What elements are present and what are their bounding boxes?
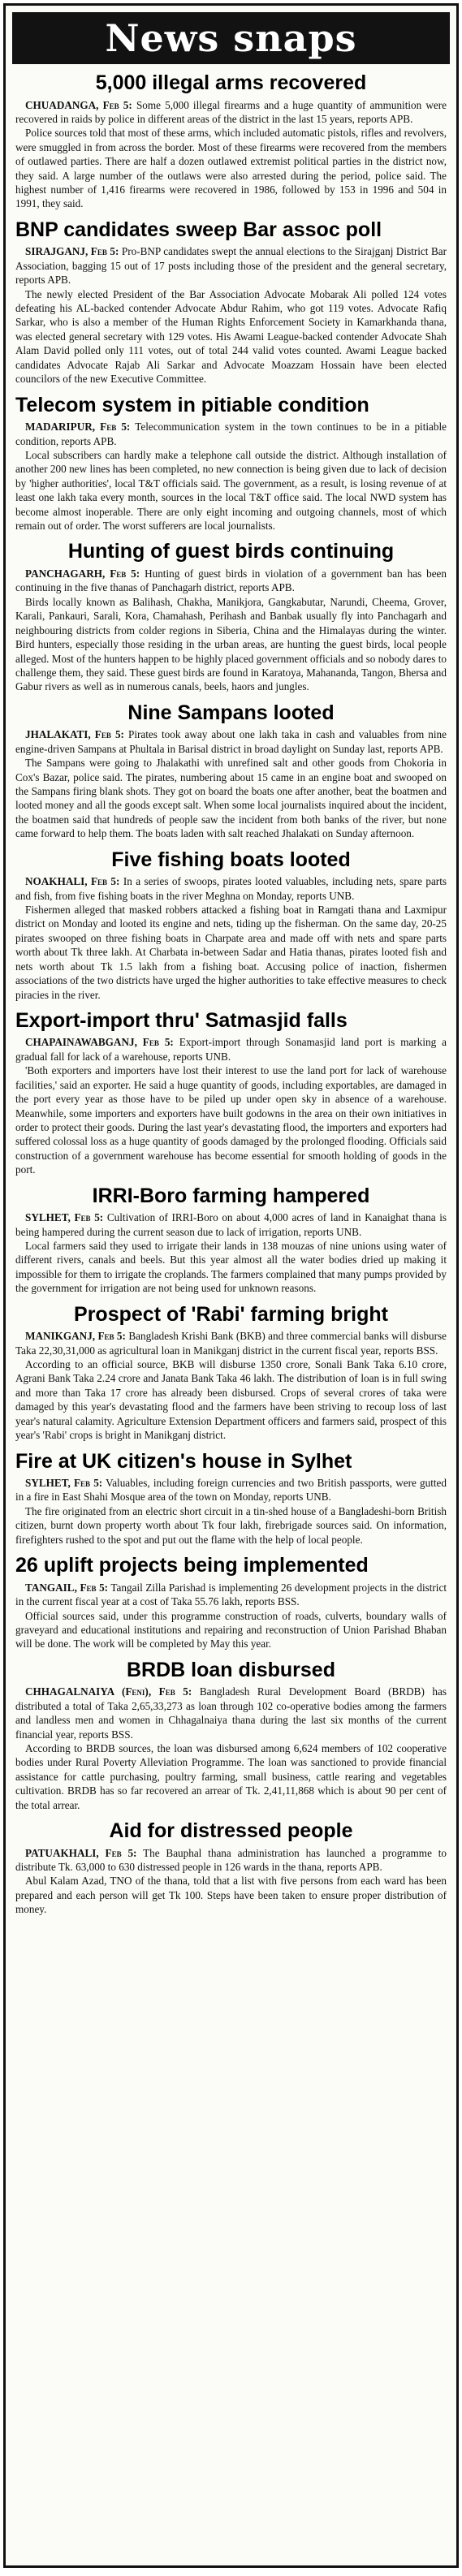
story-text: Bangladesh Krishi Bank (BKB) and three commercial banks will disburse Taka 22,30,31,000 as agricultural loan in Manikganj district in the current fiscal year, reports BSS. <box>15 1330 447 1357</box>
story-text: Valuables, including foreign currencies and two British passports, were gutted in a fire in East Shahi Mosque area of the town on Monday, reports UNB. <box>15 1477 447 1504</box>
story-dateline: CHUADANGA, Feb 5: <box>25 98 132 111</box>
news-story <box>6 1304 456 1443</box>
story-text: The Sampans were going to Jhalakathi with unrefined salt and other goods from Chokoria in Cox's Bazar, police said. The pirates, numbering about 15 came in an engine boat and swooped on the Sampans firing blank shots. They got on board the boats one after another, beat the boatmen and looted money and all the goods except salt. When some local journalists inquired about the incident, the boatmen said that hundreds of people saw the incident from both banks of the river, but none came forward to help them. The boats laden with salt reached Jhalakati on Sunday afternoon. <box>15 757 447 840</box>
story-paragraph <box>15 1064 447 1176</box>
story-dateline: MADARIPUR, Feb 5: <box>25 421 131 434</box>
story-text: Local farmers said they used to irrigate their lands in 138 mouzas of nine unions using water of different rivers, canals and beels. But this year almost all the water bodies dried up making it impossible for them to irrigate the croplands. The farmers complained that many pumps provided by the government for irrigation are not being used for unknown reasons. <box>15 1240 447 1295</box>
story-text: Cultivation of IRRI-Boro on about 4,000 acres of land in Kanaighat thana is being hampered during the current season due to lack of irrigation, reports UNB. <box>15 1211 447 1238</box>
story-paragraph <box>15 1357 447 1443</box>
story-dateline: CHHAGALNAIYA (Feni), Feb 5: <box>25 1685 192 1698</box>
story-paragraph <box>15 98 447 127</box>
story-text: Bangladesh Rural Development Board (BRDB) has distributed a total of Taka 2,65,33,273 as loan through 102 co-operative bodies among the farmers and landless men and women in Chhagalnaiya thana during the last six months of the current financial year, reports BSS. <box>15 1685 447 1741</box>
story-dateline: SYLHET, Feb 5: <box>25 1211 104 1224</box>
story-paragraph <box>15 1035 447 1064</box>
story-headline: IRRI-Boro farming hampered <box>92 1184 370 1207</box>
story-dateline: PANCHAGARH, Feb 5: <box>25 567 140 580</box>
story-headline: Nine Sampans looted <box>127 701 335 724</box>
masthead-title: News snaps <box>105 16 357 60</box>
story-text: Pirates took away about one lakh taka in cash and valuables from nine engine-driven Sampans at Phultala in Barisal district in broad daylight on Sunday last, reports APB. <box>15 728 447 755</box>
story-dateline: SIRAJGANJ, Feb 5: <box>25 245 119 258</box>
story-headline: Five fishing boats looted <box>111 848 351 871</box>
news-story <box>6 395 456 533</box>
story-paragraph <box>15 567 447 595</box>
story-headline: Fire at UK citizen's house in Sylhet <box>15 1449 352 1473</box>
story-paragraph <box>15 903 447 1002</box>
story-dateline: MANIKGANJ, Feb 5: <box>25 1330 126 1343</box>
masthead <box>12 12 450 64</box>
news-page <box>3 3 459 2568</box>
story-dateline: PATUAKHALI, Feb 5: <box>25 1846 137 1859</box>
story-paragraph <box>15 1476 447 1504</box>
story-paragraph <box>15 1329 447 1357</box>
story-headline: Hunting of guest birds continuing <box>67 540 395 563</box>
story-text: Hunting of guest birds in violation of a government ban has been continuing in the five thanas of Panchagarh district, reports APB. <box>15 567 447 594</box>
story-paragraph <box>15 448 447 533</box>
story-paragraph <box>15 1239 447 1296</box>
story-text: Pro-BNP candidates swept the annual elections to the Sirajganj District Bar Association, bagging 15 out of 17 posts including those of the president and the general secretary, reports APB. <box>15 245 447 287</box>
story-headline: Aid for distressed people <box>109 1819 353 1843</box>
story-text: Abul Kalam Azad, TNO of the thana, told that a list with five persons from each ward has been prepared and each person will get Tk 100. Steps have been taken to ensure proper distribution of money. <box>15 1875 447 1916</box>
story-text: Export-import through Sonamasjid land port is marking a gradual fall for lack of a warehouse, reports UNB. <box>15 1036 447 1063</box>
story-dateline: TANGAIL, Feb 5: <box>25 1581 109 1594</box>
news-story <box>6 849 456 1002</box>
story-headline: 26 uplift projects being implemented <box>15 1554 369 1577</box>
story-headline: Export-import thru' Satmasjid falls <box>15 1008 348 1032</box>
story-text: The newly elected President of the Bar Association Advocate Mobarak Ali polled 124 votes defeating his AL-backed contender Advocate Abdur Rahim, who got 119 votes. Advocate Rafiq Sarkar, who is also a member of the Human Rights Enforcement Society in Kamarkhanda thana, was elected general secretary with 129 votes. His Awami League-backed contender Advocate Shah Alam David polled only 111 votes, out of total 244 valid votes counted. Awami League backed candidates Advocate Rajab Ali Sarkar and Advocate Moazzam Hossain have been elected councilors of the new Executive Committee. <box>15 287 447 386</box>
news-story <box>6 1555 456 1651</box>
story-headline: Telecom system in pitiable condition <box>15 393 369 416</box>
news-story <box>6 1820 456 1917</box>
story-text: Birds locally known as Balihash, Chakha, Manikjora, Gangkabutar, Narundi, Cheema, Grover, Karali, Pankauri, Sarali, Kora, Chamahash, Perihash and Banbak usually fly into Panchagarh and neighbouring districts from colder regions in Siberia, China and the Himalayas during the winter. Bird hunters, especially those residing in the urban areas, are hunting the guest birds, local people alleged. Most of the hunters happen to be highly placed government officials and so nobody dares to challenge them, they said. These guest birds are found in Karatoya, Mahananda, Tangon, Bhersa and Gabur rivers as well as in numerous canals, beels, haors and jungles. <box>15 595 447 693</box>
story-text: The Bauphal thana administration has launched a programme to distribute Tk. 63,000 to 630 distressed people in 126 wards in the thana, reports APB. <box>15 1846 447 1873</box>
story-headline: 5,000 illegal arms recovered <box>95 71 367 94</box>
story-text: According to BRDB sources, the loan was disbursed among 6,624 members of 102 cooperative bodies under Rural Poverty Alleviation Programme. The loan was sanctioned to provide financial assistance for cattle purchasing, poultry farming, small business, cattle rearing and vegetables cultivation. BRDB has so far recovered an arrear of Tk. 2,41,11,868 which is about 90 per cent of the total arrear. <box>15 1741 447 1811</box>
story-headline: Prospect of 'Rabi' farming bright <box>74 1302 388 1326</box>
story-paragraph <box>15 595 447 694</box>
story-text: 'Both exporters and importers have lost their interest to use the land port for lack of warehouse facilities,' said an exporter. He said a huge quantity of goods, including exportables, are damaged in the port every year as those have to be piled up under open sky in absence of a warehouse. Meanwhile, some importers and exporters have built godowns in the area on their own initiatives in order to protect their goods. During the last year's devastating flood, the importers and exporters had suffered colossal loss as a huge quantity of goods damaged by the prolonged flooding. Officials said construction of a government warehouse has become essential for smooth holding of goods in the port. <box>15 1064 447 1176</box>
news-story <box>6 1185 456 1296</box>
news-story <box>6 1659 456 1812</box>
news-story <box>6 72 456 211</box>
story-dateline: JHALAKATI, Feb 5: <box>25 728 124 741</box>
story-paragraph <box>15 1846 447 1875</box>
story-paragraph <box>15 874 447 903</box>
news-story <box>6 1010 456 1177</box>
story-headline: BNP candidates sweep Bar assoc poll <box>15 218 382 241</box>
story-paragraph <box>15 126 447 211</box>
story-text: According to an official source, BKB will disburse 1350 crore, Sonali Bank Taka 6.10 crore, Agrani Bank Taka 2.24 crore and Janata Bank Taka 46 lakh. The distribution of loan is in full swing and more than Taka 17 crore has already been disbursed. Crops of several crores of taka were damaged by this year's devastating flood and the farmers have been striving to recoup loss of last year's natural calamity. Agriculture Extension Department officers and farmers said, prospect of this year's 'Rabi' crops is bright in Manikganj district. <box>15 1358 447 1442</box>
story-paragraph <box>15 1210 447 1239</box>
story-text: Some 5,000 illegal firearms and a huge quantity of ammunition were recovered in raids by police in different areas of the district in the last 15 years, reports APB. <box>15 98 447 125</box>
news-story <box>6 541 456 693</box>
news-story <box>6 1451 456 1547</box>
story-text: The fire originated from an electric short circuit in a tin-shed house of a Bangladeshi-born British citizen, burnt down property worth about Tk four lakh, firebrigade sources said. On information, firefighters rushed to the spot and put out the flame with the help of local people. <box>15 1504 447 1546</box>
story-text: Official sources said, under this programme construction of roads, culverts, boundary walls of graveyard and educational institutions and repairing and reconstruction of Union Parishad Bhaban will be done. The work will be completed by May this year. <box>15 1609 447 1650</box>
story-dateline: SYLHET, Feb 5: <box>25 1477 103 1490</box>
story-paragraph <box>15 1609 447 1651</box>
story-paragraph <box>15 1504 447 1547</box>
story-text: Tangail Zilla Parishad is implementing 26 development projects in the district in the current fiscal year at a cost of Taka 55.76 lakh, reports BSS. <box>15 1581 447 1608</box>
story-paragraph <box>15 1581 447 1609</box>
story-paragraph <box>15 1685 447 1741</box>
story-text: Telecommunication system in the town continues to be in a pitiable condition, reports APB. <box>15 421 447 447</box>
story-paragraph <box>15 1874 447 1916</box>
story-dateline: NOAKHALI, Feb 5: <box>25 875 120 888</box>
story-paragraph <box>15 756 447 841</box>
story-paragraph <box>15 1741 447 1812</box>
story-text: Police sources told that most of these arms, which included automatic pistols, rifles and revolvers, were smuggled in from across the border. Most of these firearms were recovered from the members of outlawed parties. There are half a dozen outlawed extremist political parties in the district now, they said. A large number of the outlaws were also arrested during the period, police said. The highest number of 1,416 firearms were recovered in 1986, followed by 153 in 1996 and 504 in 1991, they said. <box>15 127 447 210</box>
news-story <box>6 702 456 841</box>
story-text: Fishermen alleged that masked robbers attacked a fishing boat in Ramgati thana and Laxmipur district on Monday and looted its engine and nets, tiding up the fisherman. On the same day, 20-25 pirates swooped on three fishing boats in Charpate area and made off with nets and spare parts worth about Tk three lakh. At Charbata in-between Sadar and Hatia thanas, pirates looted fish and nets worth about Tk 1.5 lakh from a fishing boat. Accusing police of inaction, fishermen associations of the two districts have urged the higher authorities to take effective measures to check piracies in the river. <box>15 903 447 1001</box>
story-text: In a series of swoops, pirates looted valuables, including nets, spare parts and fish, from five fishing boats in the river Meghna on Monday, reports UNB. <box>15 875 447 902</box>
story-text: Local subscribers can hardly make a telephone call outside the district. Although installation of another 200 new lines has been completed, no new connection is being given due to lack of decision by 'higher authorities', local T&T officials said. The government, as a result, is losing revenue of at least one lakh taka every month, sources in the local T&T office said. The local NWD system has become almost inoperable. There are only eight incoming and outgoing channels, most of which remain out of order. The worst sufferers are local journalists. <box>15 448 447 533</box>
story-paragraph <box>15 244 447 287</box>
story-headline: BRDB loan disbursed <box>127 1658 335 1681</box>
story-paragraph <box>15 287 447 386</box>
story-paragraph <box>15 727 447 756</box>
story-paragraph <box>15 420 447 448</box>
stories-column <box>6 72 456 1917</box>
news-story <box>6 219 456 386</box>
story-dateline: CHAPAINAWABGANJ, Feb 5: <box>25 1036 174 1049</box>
